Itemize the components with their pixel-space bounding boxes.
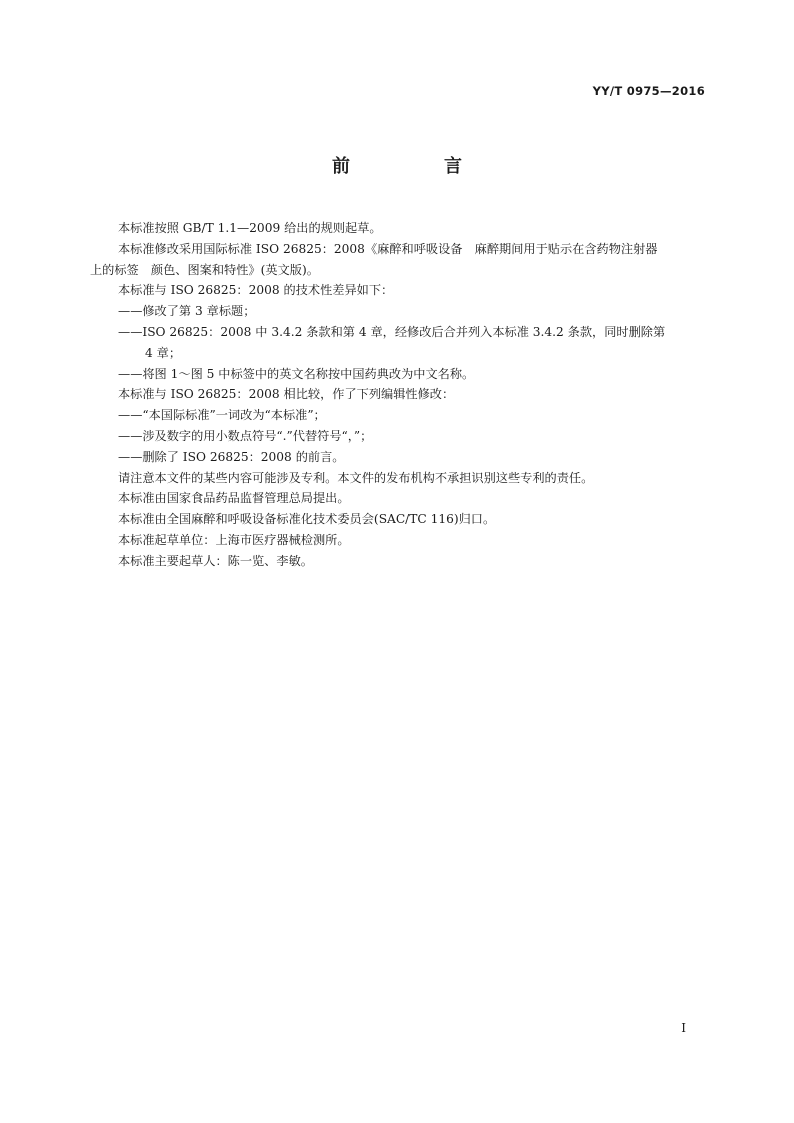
foreword-body	[90, 218, 704, 572]
paragraph-patent-notice: 请注意本文件的某些内容可能涉及专利。本文件的发布机构不承担识别这些专利的责任。	[118, 470, 594, 485]
document-code: YY/T 0975—2016	[592, 84, 705, 98]
paragraph-editorial-changes: 本标准与 ISO 26825：2008 相比较，作了下列编辑性修改：	[118, 387, 455, 402]
list-item-editorial-1: ——“本国际标准”一词改为“本标准”；	[118, 408, 326, 423]
list-item-technical-2-line2: 4 章；	[145, 345, 182, 360]
paragraph-principal-drafters: 本标准主要起草人：陈一览、李敏。	[118, 553, 313, 568]
paragraph-drafting-organization: 本标准起草单位：上海市医疗器械检测所。	[118, 532, 350, 547]
paragraph-adoption-line1: 本标准修改采用国际标准 ISO 26825：2008《麻醉和呼吸设备 麻醉期间用于贴示在含药物注射器	[118, 241, 658, 256]
paragraph-proposed-by: 本标准由国家食品药品监督管理总局提出。	[118, 491, 350, 506]
list-item-editorial-3: ——删除了 ISO 26825：2008 的前言。	[118, 449, 345, 464]
paragraph-centralized-by: 本标准由全国麻醉和呼吸设备标准化技术委员会(SAC/TC 116)归口。	[118, 512, 496, 527]
paragraph-adoption-line2: 上的标签 颜色、图案和特性》(英文版)。	[90, 262, 319, 277]
list-item-technical-1: ——修改了第 3 章标题；	[118, 304, 256, 319]
page-title: 前 言	[332, 156, 500, 177]
paragraph-technical-differences: 本标准与 ISO 26825：2008 的技术性差异如下：	[118, 283, 394, 298]
list-item-technical-2-line1: ——ISO 26825：2008 中 3.4.2 条款和第 4 章，经修改后合并列入本标准 3.4.2 条款，同时删除第	[118, 324, 666, 339]
list-item-technical-3: ——将图 1～图 5 中标签中的英文名称按中国药典改为中文名称。	[118, 366, 475, 381]
list-item-editorial-2: ——涉及数字的用小数点符号“.”代替符号“，”；	[118, 428, 373, 443]
paragraph-drafting-rules: 本标准按照 GB/T 1.1—2009 给出的规则起草。	[118, 221, 382, 235]
page-number: I	[681, 1021, 686, 1035]
